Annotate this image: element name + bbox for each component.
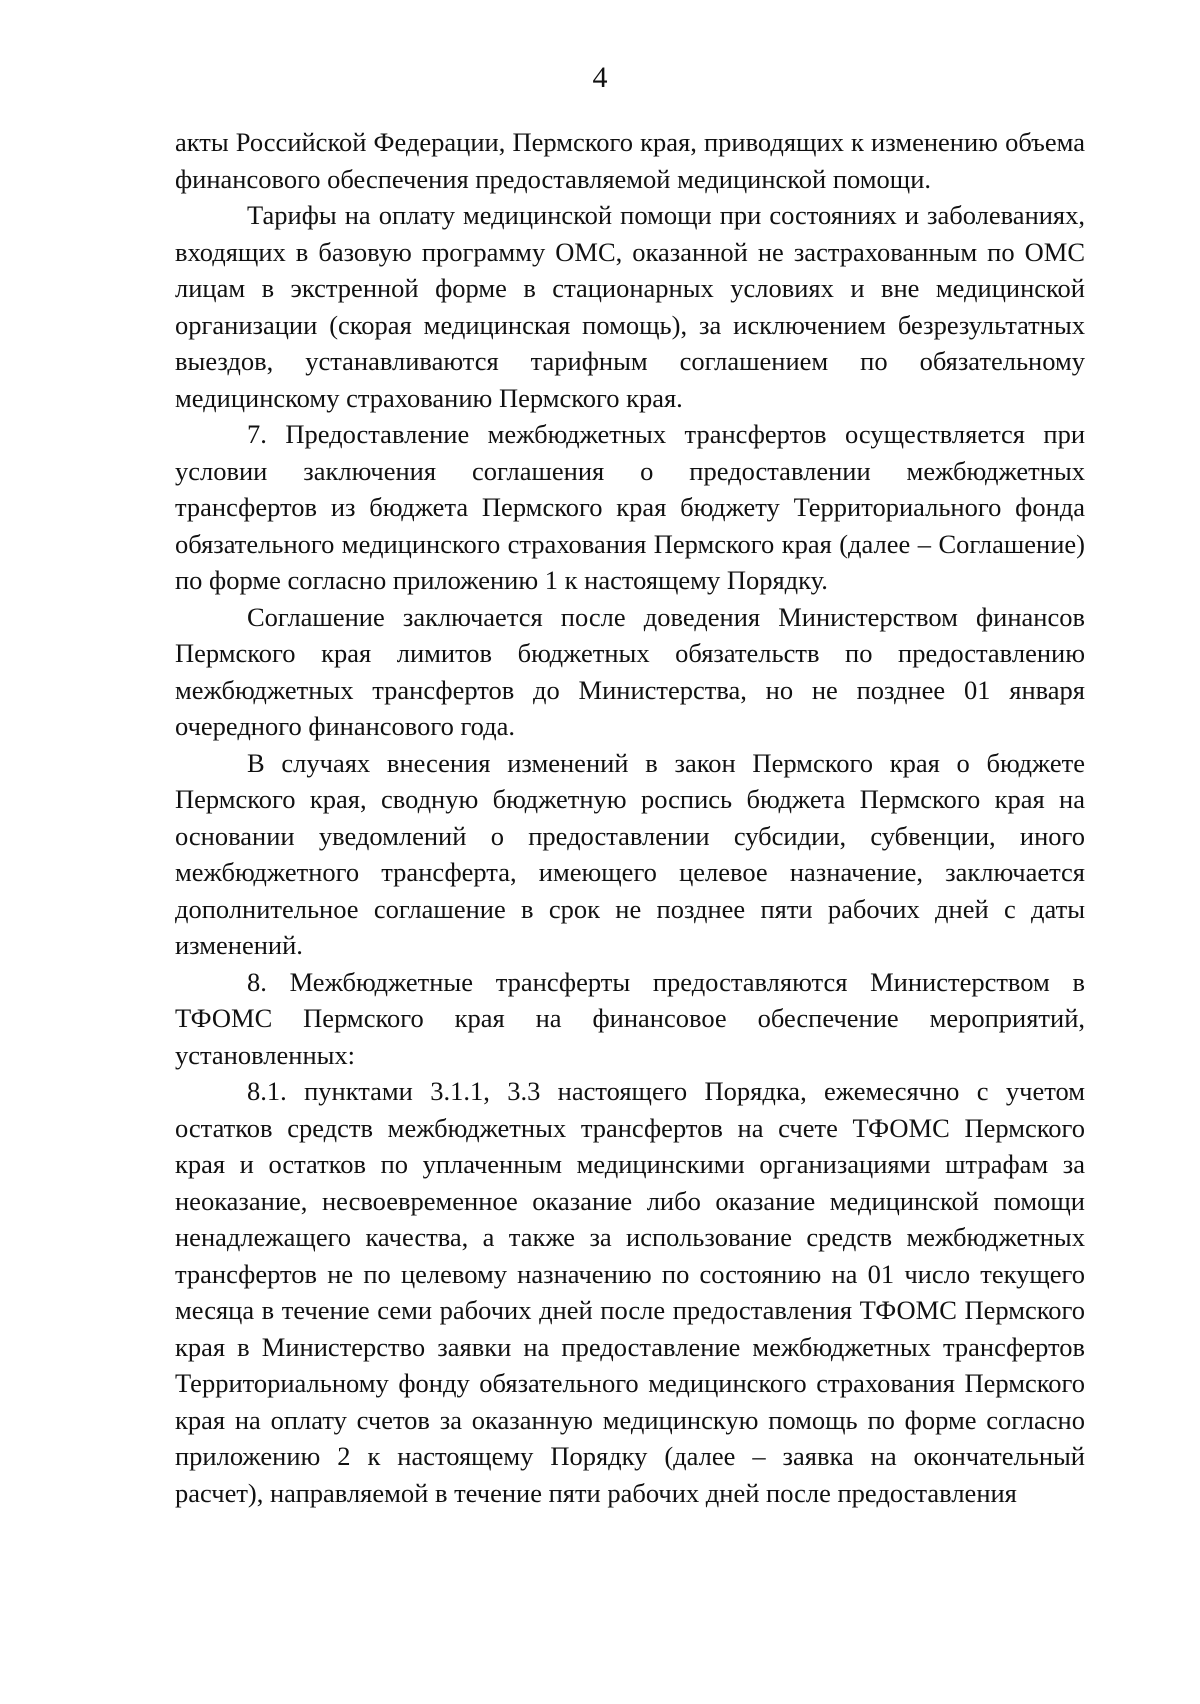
paragraph-clause-8-1: 8.1. пунктами 3.1.1, 3.3 настоящего Порядка, ежемесячно с учетом остатков средств межбюджетных трансфертов на счете ТФОМС Пермского края и остатков по уплаченным медицинскими организациями штрафам за неоказание, несвоевременное оказание либо оказание медицинской помощи ненадлежащего качества, а также за использование средств межбюджетных трансфертов не по целевому назначению по состоянию на 01 число текущего месяца в течение семи рабочих дней после предоставления ТФОМС Пермского края в Министерство заявки на предоставление межбюджетных трансфертов Территориальному фонду обязательного медицинского страхования Пермского края на оплату счетов за оказанную медицинскую помощь по форме согласно приложению 2 к настоящему Порядку (далее – заявка на окончательный расчет), направляемой в течение пяти рабочих дней после предоставления	[175, 1076, 1085, 1508]
paragraph-clause-7: 7. Предоставление межбюджетных трансфертов осуществляется при условии заключения соглашения о предоставлении межбюджетных трансфертов из бюджета Пермского края бюджету Территориального фонда обязательного медицинского страхования Пермского края (далее – Соглашение) по форме согласно приложению 1 к настоящему Порядку.	[175, 419, 1085, 595]
paragraph-continuation: акты Российской Федерации, Пермского края, приводящих к изменению объема финансового обеспечения предоставляемой медицинской помощи.	[175, 127, 1085, 194]
document-body	[175, 124, 1085, 1511]
page-number: 4	[592, 61, 608, 94]
paragraph-amendments: В случаях внесения изменений в закон Пермского края о бюджете Пермского края, сводную бюджетную роспись бюджета Пермского края на основании уведомлений о предоставлении субсидии, субвенции, иного межбюджетного трансферта, имеющего целевое назначение, заключается дополнительное соглашение в срок не позднее пяти рабочих дней с даты изменений.	[175, 747, 1085, 960]
paragraph-clause-8: 8. Межбюджетные трансферты предоставляются Министерством в ТФОМС Пермского края на финансовое обеспечение мероприятий, установленных:	[175, 966, 1085, 1070]
paragraph-tariffs: Тарифы на оплату медицинской помощи при состояниях и заболеваниях, входящих в базовую программу ОМС, оказанной не застрахованным по ОМС лицам в экстренной форме в стационарных условиях и вне медицинской организации (скорая медицинская помощь), за исключением безрезультатных выездов, устанавливаются тарифным соглашением по обязательному медицинскому страхованию Пермского края.	[175, 200, 1085, 413]
paragraph-agreement: Соглашение заключается после доведения Министерством финансов Пермского края лимитов бюджетных обязательств по предоставлению межбюджетных трансфертов до Министерства, но не позднее 01 января очередного финансового года.	[175, 601, 1085, 741]
